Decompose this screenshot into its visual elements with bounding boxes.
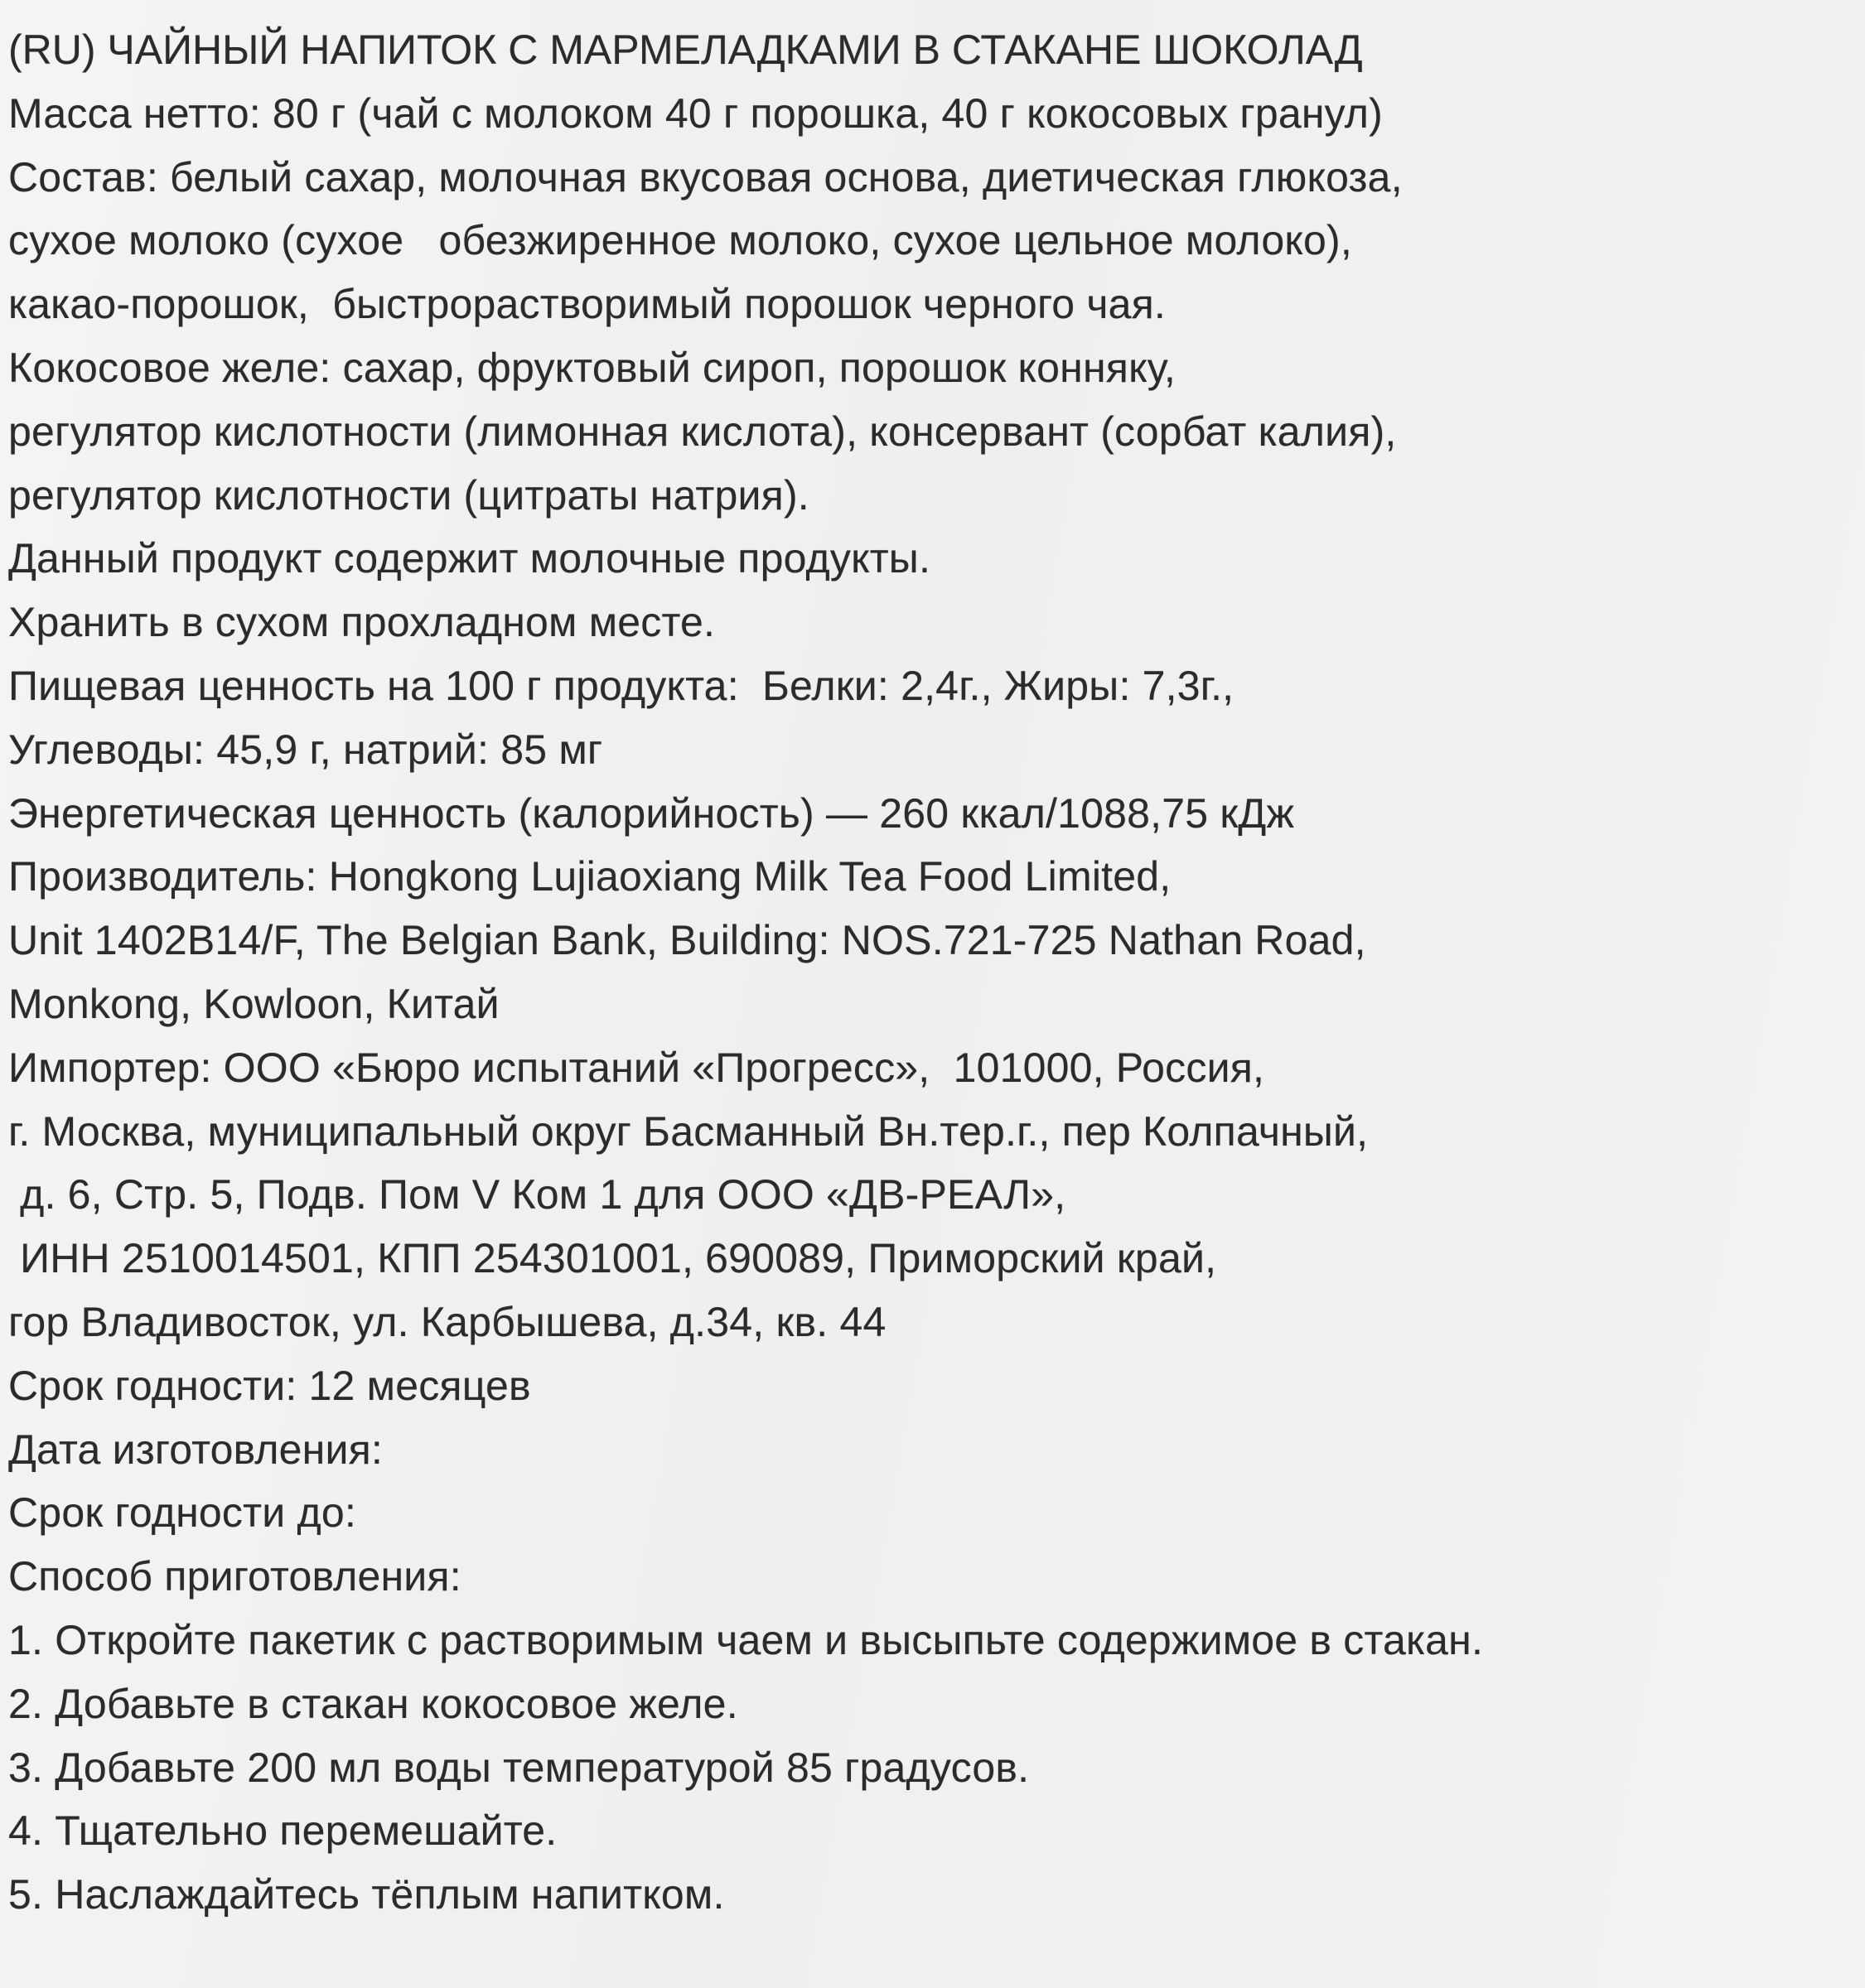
- preparation-heading: Способ приготовления:: [8, 1553, 461, 1600]
- manufacturer-address-line: Unit 1402B14/F, The Belgian Bank, Building: NOS.721-725 Nathan Road,: [8, 917, 1366, 964]
- coconut-jelly-line: регулятор кислотности (цитраты натрия).: [8, 471, 809, 519]
- net-weight-line: Масса нетто: 80 г (чай с молоком 40 г порошка, 40 г кокосовых гранул): [8, 89, 1383, 137]
- allergen-line: Данный продукт содержит молочные продукты.: [8, 535, 931, 582]
- production-date-line: Дата изготовления:: [8, 1426, 383, 1473]
- importer-line: Импортер: ООО «Бюро испытаний «Прогресс», 101000, Россия,: [8, 1044, 1265, 1091]
- importer-details-line: ИНН 2510014501, КПП 254301001, 690089, Приморский край,: [8, 1235, 1217, 1282]
- manufacturer-address-line: Monkong, Kowloon, Китай: [8, 980, 500, 1027]
- nutrition-line: Углеводы: 45,9 г, натрий: 85 мг: [8, 726, 603, 773]
- importer-address-line: д. 6, Стр. 5, Подв. Пом V Ком 1 для ООО «ДВ-РЕАЛ»,: [8, 1171, 1066, 1218]
- ingredients-line: Состав: белый сахар, молочная вкусовая основа, диетическая глюкоза,: [8, 153, 1403, 200]
- shelf-life-line: Срок годности: 12 месяцев: [8, 1362, 531, 1409]
- importer-address-line: г. Москва, муниципальный округ Басманный Вн.тер.г., пер Колпачный,: [8, 1107, 1369, 1155]
- storage-line: Хранить в сухом прохладном месте.: [8, 599, 716, 646]
- manufacturer-line: Производитель: Hongkong Lujiaoxiang Milk Tea Food Limited,: [8, 853, 1172, 900]
- preparation-step: 2. Добавьте в стакан кокосовое желе.: [8, 1680, 738, 1727]
- preparation-step: 1. Откройте пакетик с растворимым чаем и высыпьте содержимое в стакан.: [8, 1616, 1484, 1663]
- preparation-step: 3. Добавьте 200 мл воды температурой 85 градусов.: [8, 1744, 1030, 1791]
- preparation-step: 4. Тщательно перемешайте.: [8, 1807, 558, 1855]
- nutrition-line: Пищевая ценность на 100 г продукта: Белки: 2,4г., Жиры: 7,3г.,: [8, 662, 1234, 709]
- product-title: (RU) ЧАЙНЫЙ НАПИТОК С МАРМЕЛАДКАМИ В СТАКАНЕ ШОКОЛАД: [8, 27, 1363, 73]
- energy-line: Энергетическая ценность (калорийность) — 260 ккал/1088,75 кДж: [8, 789, 1295, 837]
- coconut-jelly-line: Кокосовое желе: сахар, фруктовый сироп, порошок конняку,: [8, 344, 1176, 391]
- importer-details-line: гор Владивосток, ул. Карбышева, д.34, кв. 44: [8, 1298, 887, 1345]
- preparation-step: 5. Наслаждайтесь тёплым напитком.: [8, 1871, 725, 1918]
- coconut-jelly-line: регулятор кислотности (лимонная кислота), консервант (сорбат калия),: [8, 408, 1397, 455]
- ingredients-line: какао-порошок, быстрорастворимый порошок черного чая.: [8, 281, 1167, 328]
- ingredients-line: сухое молоко (сухое обезжиренное молоко, сухое цельное молоко),: [8, 217, 1352, 264]
- expiry-date-line: Срок годности до:: [8, 1489, 356, 1537]
